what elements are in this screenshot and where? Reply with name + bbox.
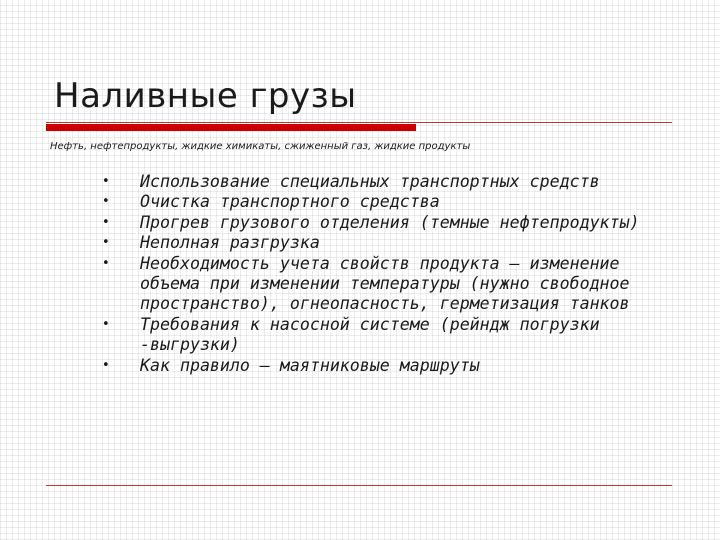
title-accent-bar (46, 124, 416, 131)
bullet-item (100, 213, 680, 233)
bullet-text: Необходимость учета свойств продукта – изменение объема при изменении температуры (нужно свободное пространство), огнеопасность, герметизация танков (140, 253, 630, 314)
bullet-list (100, 172, 680, 376)
bullet-dot-icon: • (102, 235, 110, 251)
bullet-dot-icon: • (102, 316, 110, 332)
slide-subtitle: Нефть, нефтепродукты, жидкие химикаты, сжиженный газ, жидкие продукты (50, 141, 471, 152)
bullet-dot-icon: • (102, 174, 110, 189)
bullet-text: Требования к насосной системе (рейндж погрузки -выгрузки) (140, 314, 600, 355)
bullet-text: Как правило – маятниковые маршруты (140, 355, 480, 375)
bullet-text: Очистка транспортного средства (140, 192, 440, 212)
bullet-item (100, 356, 680, 376)
bullet-item (100, 315, 680, 356)
bullet-dot-icon: • (102, 214, 110, 230)
slide-title: Наливные грузы (54, 76, 357, 116)
bullet-dot-icon: • (102, 357, 110, 373)
bullet-text: Использование специальных транспортных средств (140, 172, 600, 191)
bullet-text: Прогрев грузового отделения (темные нефтепродукты) (140, 212, 640, 232)
bullet-item (100, 254, 680, 315)
bullet-dot-icon: • (102, 194, 110, 210)
footer-divider-line (46, 485, 672, 486)
bullet-item (100, 192, 680, 212)
bullet-text: Неполная разгрузка (140, 233, 320, 253)
bullet-item (100, 172, 680, 192)
bullet-dot-icon: • (102, 255, 110, 271)
bullet-item (100, 233, 680, 253)
title-divider-line (46, 122, 672, 123)
